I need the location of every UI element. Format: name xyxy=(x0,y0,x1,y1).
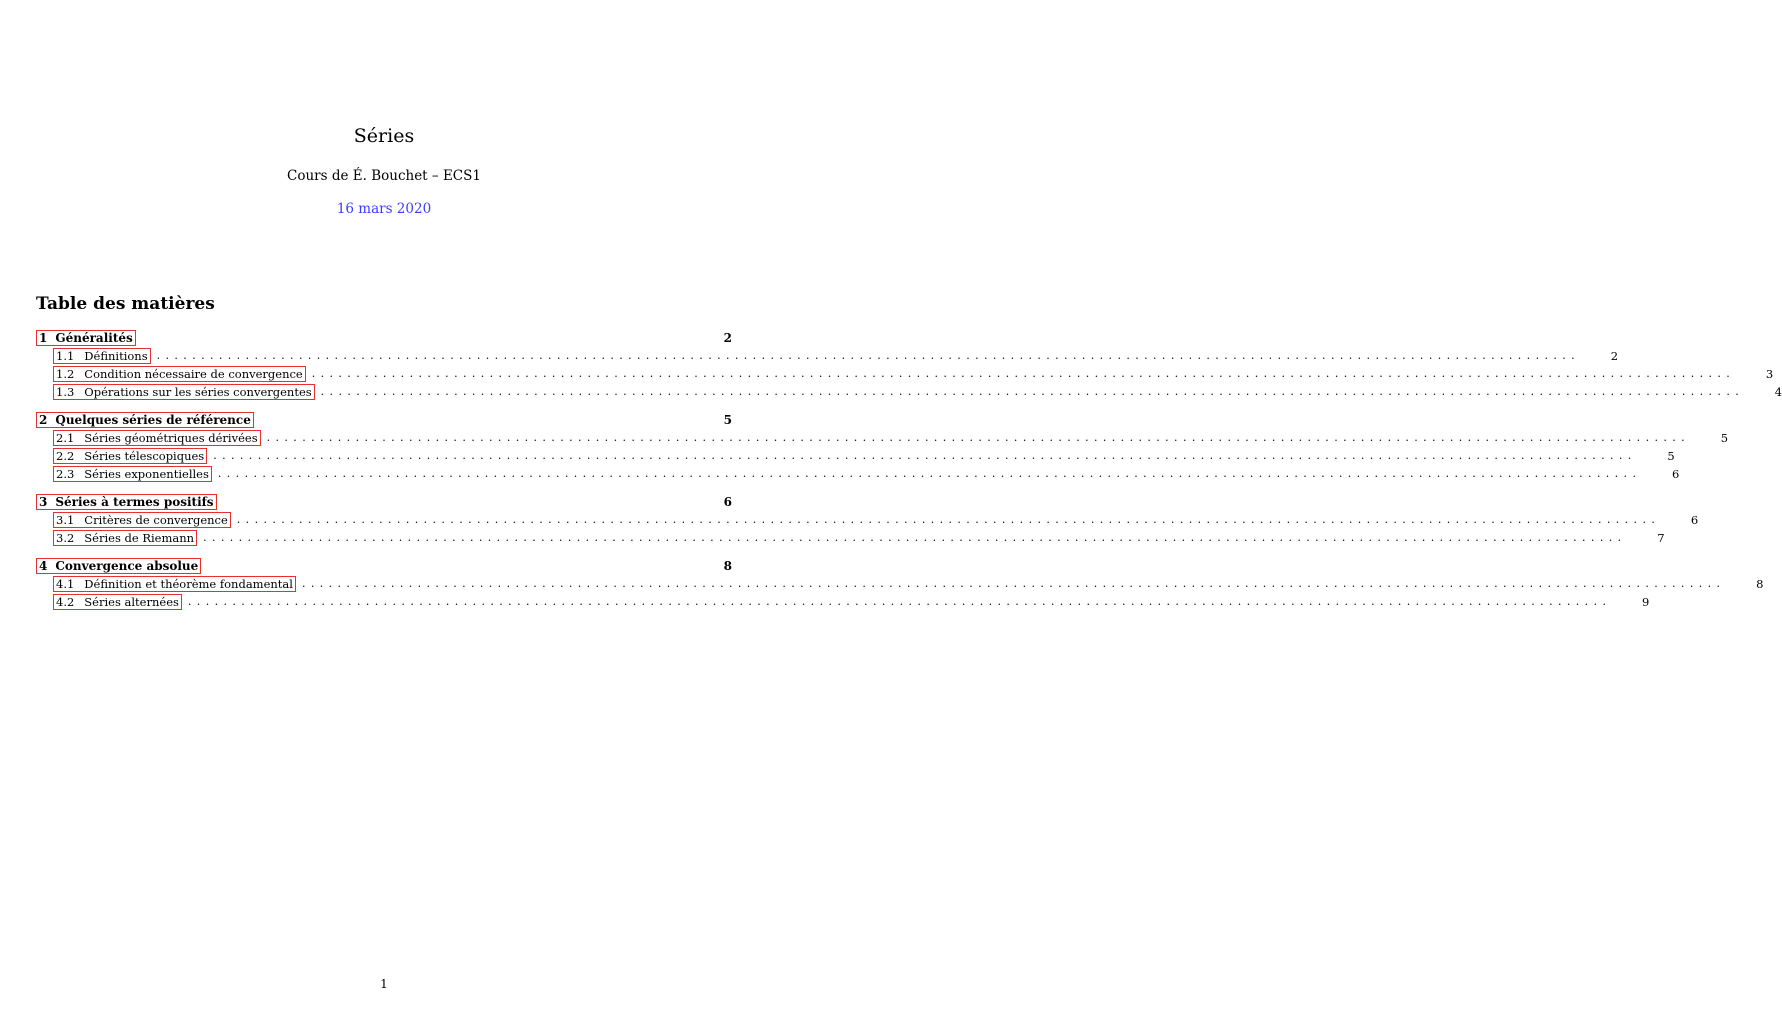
toc-section-number: 2 xyxy=(39,413,48,427)
toc-subsection-link[interactable] xyxy=(53,530,197,546)
toc-subsection-title: Opérations sur les séries convergentes xyxy=(84,385,312,399)
toc-subsection-page: 8 xyxy=(1756,577,1764,591)
toc-subsection-page: 6 xyxy=(1672,467,1680,481)
toc-subsection-title: Séries alternées xyxy=(84,595,179,609)
toc-section-title: Convergence absolue xyxy=(55,559,199,573)
toc-dot-leader: ................................................................................................................................................................ xyxy=(213,449,1637,462)
toc-section xyxy=(36,330,1782,401)
table-of-contents xyxy=(36,330,1782,622)
toc-section-number: 4 xyxy=(39,559,48,573)
toc-subsection-link[interactable] xyxy=(53,512,231,528)
page-number: 1 xyxy=(380,977,388,991)
toc-subsection-row xyxy=(36,593,1650,611)
toc-section-number: 1 xyxy=(39,331,48,345)
toc-section-link[interactable] xyxy=(36,330,136,346)
toc-section-page: 8 xyxy=(723,559,732,573)
toc-subsection-page: 5 xyxy=(1720,431,1729,445)
toc-section-page: 5 xyxy=(723,413,732,427)
toc-section-link[interactable] xyxy=(36,412,254,428)
toc-subsection-link[interactable] xyxy=(53,448,207,464)
toc-section xyxy=(36,494,1699,547)
toc-subsection-page: 5 xyxy=(1667,449,1675,463)
toc-section xyxy=(36,558,1764,611)
toc-subsection-row xyxy=(36,529,1665,547)
toc-dot-leader: ................................................................................................................................................................ xyxy=(217,467,1642,480)
toc-subsection-row xyxy=(36,511,1699,529)
toc-subsection-row xyxy=(36,447,1675,465)
toc-subsection-number: 2.1 xyxy=(56,431,75,445)
toc-section-row xyxy=(36,494,734,511)
toc-subsection-page: 9 xyxy=(1642,595,1650,609)
toc-subsection-page: 2 xyxy=(1610,349,1619,363)
toc-subsection-link[interactable] xyxy=(53,384,315,400)
toc-subsection-row xyxy=(36,575,1764,593)
toc-subsection-link[interactable] xyxy=(53,366,306,382)
toc-subsection-link[interactable] xyxy=(53,466,212,482)
toc-dot-leader: ................................................................................................................................................................ xyxy=(266,431,1691,444)
toc-subsection-title: Condition nécessaire de convergence xyxy=(84,367,303,381)
toc-section-row xyxy=(36,558,734,575)
toc-section-link[interactable] xyxy=(36,558,201,574)
toc-section-title: Séries à termes positifs xyxy=(55,495,214,509)
toc-heading: Table des matières xyxy=(36,294,215,314)
toc-subsection-page: 4 xyxy=(1774,385,1782,399)
toc-subsection-number: 4.1 xyxy=(56,577,75,591)
toc-subsection-number: 1.1 xyxy=(56,349,75,363)
toc-subsection-row xyxy=(36,383,1782,401)
document-title: Séries xyxy=(353,125,415,147)
toc-subsection-title: Critères de convergence xyxy=(84,513,228,527)
toc-subsection-number: 1.2 xyxy=(56,367,75,381)
toc-section-number: 3 xyxy=(39,495,48,509)
toc-subsection-page: 6 xyxy=(1690,513,1699,527)
toc-section-link[interactable] xyxy=(36,494,217,510)
toc-subsection-link[interactable] xyxy=(53,594,182,610)
toc-dot-leader: ................................................................................................................................................................ xyxy=(301,577,1726,590)
toc-subsection-row xyxy=(36,347,1619,365)
toc-section-title: Généralités xyxy=(55,331,133,345)
toc-dot-leader: ................................................................................................................................................................ xyxy=(236,513,1661,526)
toc-section-page: 2 xyxy=(723,331,732,345)
toc-subsection-number: 2.2 xyxy=(56,449,75,463)
toc-subsection-row xyxy=(36,429,1729,447)
toc-subsection-number: 1.3 xyxy=(56,385,75,399)
toc-section-row xyxy=(36,330,734,347)
toc-subsection-title: Séries géométriques dérivées xyxy=(84,431,258,445)
toc-dot-leader: ................................................................................................................................................................ xyxy=(320,385,1745,398)
toc-subsection-link[interactable] xyxy=(53,430,261,446)
toc-dot-leader: ................................................................................................................................................................ xyxy=(203,531,1627,544)
toc-subsection-row xyxy=(36,465,1680,483)
toc-subsection-link[interactable] xyxy=(53,348,151,364)
toc-dot-leader: ................................................................................................................................................................ xyxy=(156,349,1581,362)
toc-subsection-number: 3.1 xyxy=(56,513,75,527)
toc-subsection-row xyxy=(36,365,1774,383)
toc-subsection-title: Séries de Riemann xyxy=(84,531,195,545)
toc-section xyxy=(36,412,1729,483)
toc-subsection-page: 3 xyxy=(1765,367,1774,381)
toc-subsection-link[interactable] xyxy=(53,576,296,592)
toc-subsection-title: Séries télescopiques xyxy=(84,449,205,463)
toc-subsection-title: Définitions xyxy=(84,349,148,363)
toc-dot-leader: ................................................................................................................................................................ xyxy=(311,367,1736,380)
toc-subsection-number: 2.3 xyxy=(56,467,75,481)
toc-subsection-page: 7 xyxy=(1657,531,1665,545)
toc-subsection-number: 3.2 xyxy=(56,531,75,545)
toc-section-page: 6 xyxy=(723,495,732,509)
toc-section-row xyxy=(36,412,734,429)
document-date: 16 mars 2020 xyxy=(336,201,432,217)
toc-subsection-title: Séries exponentielles xyxy=(84,467,209,481)
toc-dot-leader: ................................................................................................................................................................ xyxy=(187,595,1612,608)
toc-section-title: Quelques séries de référence xyxy=(55,413,251,427)
toc-subsection-title: Définition et théorème fondamental xyxy=(84,577,293,591)
toc-subsection-number: 4.2 xyxy=(56,595,75,609)
document-author: Cours de É. Bouchet – ECS1 xyxy=(287,168,481,184)
